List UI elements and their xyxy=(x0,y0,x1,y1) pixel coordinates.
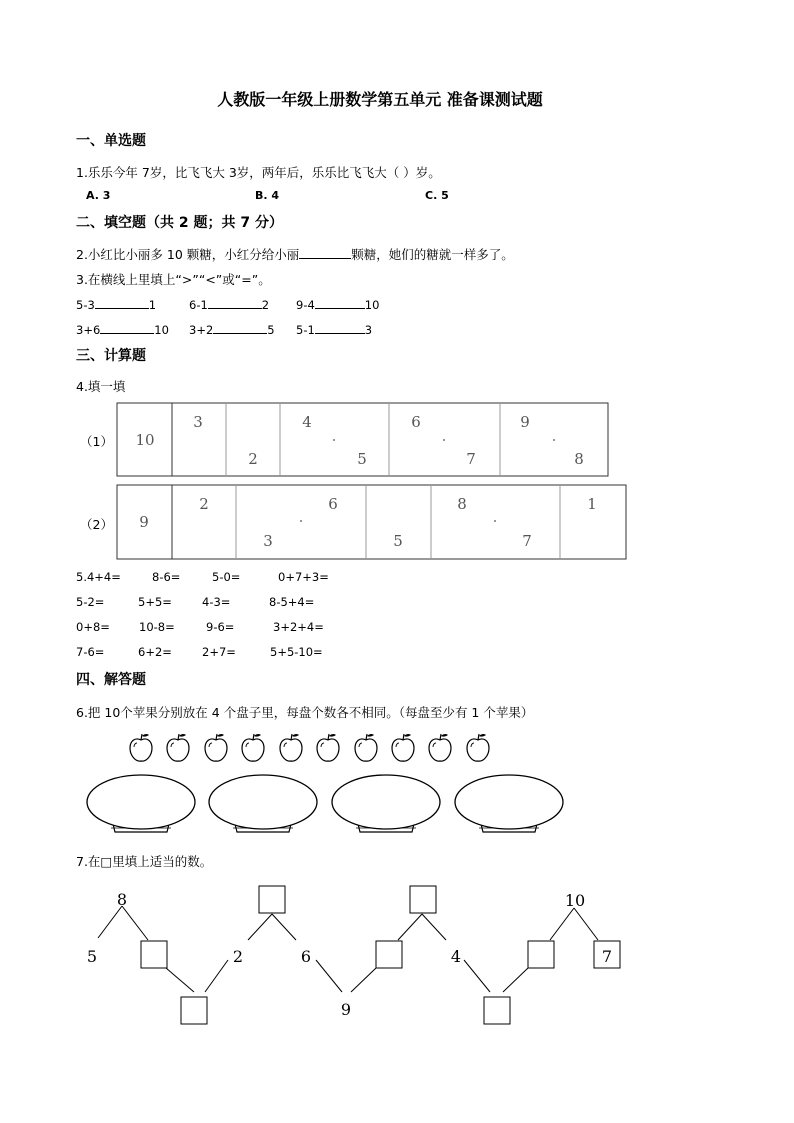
number-label: 7 xyxy=(601,947,613,966)
plates-row xyxy=(80,770,600,840)
calc-item: 10-8= xyxy=(139,620,175,634)
apple-icon xyxy=(130,734,152,761)
dot-marker xyxy=(443,439,445,441)
plate-icon[interactable] xyxy=(209,775,317,832)
apple-icon xyxy=(167,734,189,761)
compare-blank[interactable] xyxy=(213,321,267,334)
option-c: C. 5 xyxy=(425,189,449,202)
answer-box[interactable] xyxy=(376,941,402,968)
part-number: 6 xyxy=(328,495,338,513)
calc-item: 5.4+4= xyxy=(76,570,121,584)
calc-item: 4-3= xyxy=(202,595,231,609)
compare-blank[interactable] xyxy=(315,296,365,309)
compare-item xyxy=(296,296,379,312)
apple-icon xyxy=(467,734,489,761)
apple-icon xyxy=(242,734,264,761)
compare-right: 10 xyxy=(364,298,380,312)
calc-item: 2+7= xyxy=(202,645,236,659)
part-number: 2 xyxy=(199,495,209,513)
number-label: 5 xyxy=(86,947,98,966)
part-number: 1 xyxy=(587,495,597,513)
number-label: 6 xyxy=(300,947,312,966)
option-b: B. 4 xyxy=(255,189,280,202)
calc-item: 5-2= xyxy=(76,595,105,609)
section-heading-choice: 一、单选题 xyxy=(76,133,146,149)
apple-icon xyxy=(429,734,451,761)
dot-marker xyxy=(333,439,335,441)
page-title: 人教版一年级上册数学第五单元 准备课测试题 xyxy=(217,90,543,109)
compare-right: 2 xyxy=(261,298,270,312)
plate-icon[interactable] xyxy=(332,775,440,832)
compare-item xyxy=(296,321,372,337)
total-number: 10 xyxy=(135,431,155,449)
option-a: A. 3 xyxy=(86,189,111,202)
compare-right: 10 xyxy=(154,323,169,337)
section-heading-fill: 二、填空题（共 2 题；共 7 分） xyxy=(76,215,283,231)
calc-item: 6+2= xyxy=(138,645,172,659)
compare-blank[interactable] xyxy=(100,321,154,334)
calc-item: 9-6= xyxy=(206,620,235,634)
calc-item: 8-6= xyxy=(152,570,181,584)
calc-item: 8-5+4= xyxy=(269,595,315,609)
table-2 xyxy=(116,484,628,562)
compare-right: 3 xyxy=(364,323,373,337)
question-2 xyxy=(76,245,514,263)
part-number: 5 xyxy=(357,450,367,468)
apple-icon xyxy=(355,734,377,761)
number-label: 9 xyxy=(340,1000,352,1019)
table-1-label: （1） xyxy=(80,434,113,449)
compare-item xyxy=(189,296,269,312)
dot-marker xyxy=(494,520,496,522)
compare-item xyxy=(76,296,156,312)
compare-blank[interactable] xyxy=(208,296,262,309)
part-number: 9 xyxy=(520,413,530,431)
compare-blank[interactable] xyxy=(315,321,365,334)
compare-left: 6-1 xyxy=(189,298,208,312)
question-6: 6.把 10个苹果分别放在 4 个盘子里，每盘个数各不相同。（每盘至少有 1 个苹果） xyxy=(76,705,534,720)
section-heading-solve: 四、解答题 xyxy=(76,672,146,688)
part-number: 8 xyxy=(574,450,584,468)
compare-left: 3+6 xyxy=(76,323,101,337)
section-heading-calc: 三、计算题 xyxy=(76,348,146,364)
part-number: 7 xyxy=(466,450,476,468)
table-2-label: （2） xyxy=(80,517,113,532)
compare-left: 5-3 xyxy=(76,298,95,312)
part-number: 6 xyxy=(411,413,421,431)
apple-icon xyxy=(317,734,339,761)
question-2-part2: 颗糖，她们的糖就一样多了。 xyxy=(351,247,514,262)
compare-item xyxy=(189,321,275,337)
part-number: 3 xyxy=(193,413,203,431)
answer-box[interactable] xyxy=(181,997,207,1024)
answer-box[interactable] xyxy=(141,941,167,968)
answer-blank[interactable] xyxy=(299,246,351,259)
part-number: 3 xyxy=(263,532,273,550)
compare-right: 5 xyxy=(267,323,275,337)
dot-marker xyxy=(300,520,302,522)
plate-icon[interactable] xyxy=(87,775,195,832)
question-7: 7.在□里填上适当的数。 xyxy=(76,854,213,869)
number-label: 10 xyxy=(564,891,586,910)
plate-icon[interactable] xyxy=(455,775,563,832)
compare-left: 3+2 xyxy=(189,323,214,337)
apple-icon xyxy=(392,734,414,761)
answer-box[interactable] xyxy=(410,886,436,913)
calc-item: 3+2+4= xyxy=(273,620,324,634)
table-1 xyxy=(116,402,610,478)
part-number: 2 xyxy=(248,450,258,468)
compare-item xyxy=(76,321,169,337)
compare-left: 9-4 xyxy=(296,298,315,312)
question-3: 3.在横线上里填上“>”“<”或“=”。 xyxy=(76,272,271,287)
total-number: 9 xyxy=(139,513,149,531)
apples-row xyxy=(120,730,500,764)
compare-right: 1 xyxy=(148,298,157,312)
dot-marker xyxy=(553,439,555,441)
question-1: 1.乐乐今年 7岁，比飞飞大 3岁，两年后，乐乐比飞飞大（ ）岁。 xyxy=(76,165,441,180)
number-label: 8 xyxy=(116,890,128,909)
part-number: 5 xyxy=(393,532,403,550)
calc-item: 5+5-10= xyxy=(270,645,323,659)
apple-icon xyxy=(280,734,302,761)
part-number: 7 xyxy=(522,532,532,550)
decomposition-diagram xyxy=(76,880,636,1035)
question-2-part1: 2.小红比小丽多 10 颗糖，小红分给小丽 xyxy=(76,247,300,262)
compare-left: 5-1 xyxy=(296,323,315,337)
calc-item: 5+5= xyxy=(138,595,172,609)
part-number: 4 xyxy=(302,413,312,431)
calc-item: 7-6= xyxy=(76,645,105,659)
calc-item: 0+8= xyxy=(76,620,110,634)
question-4: 4.填一填 xyxy=(76,379,126,394)
calc-item: 5-0= xyxy=(212,570,241,584)
apple-icon xyxy=(205,734,227,761)
answer-box[interactable] xyxy=(259,886,285,913)
answer-box[interactable] xyxy=(528,941,554,968)
number-label: 2 xyxy=(232,947,244,966)
number-label: 4 xyxy=(450,947,462,966)
part-number: 8 xyxy=(457,495,467,513)
answer-box[interactable] xyxy=(484,997,510,1024)
calc-item: 0+7+3= xyxy=(278,570,329,584)
compare-blank[interactable] xyxy=(95,296,149,309)
